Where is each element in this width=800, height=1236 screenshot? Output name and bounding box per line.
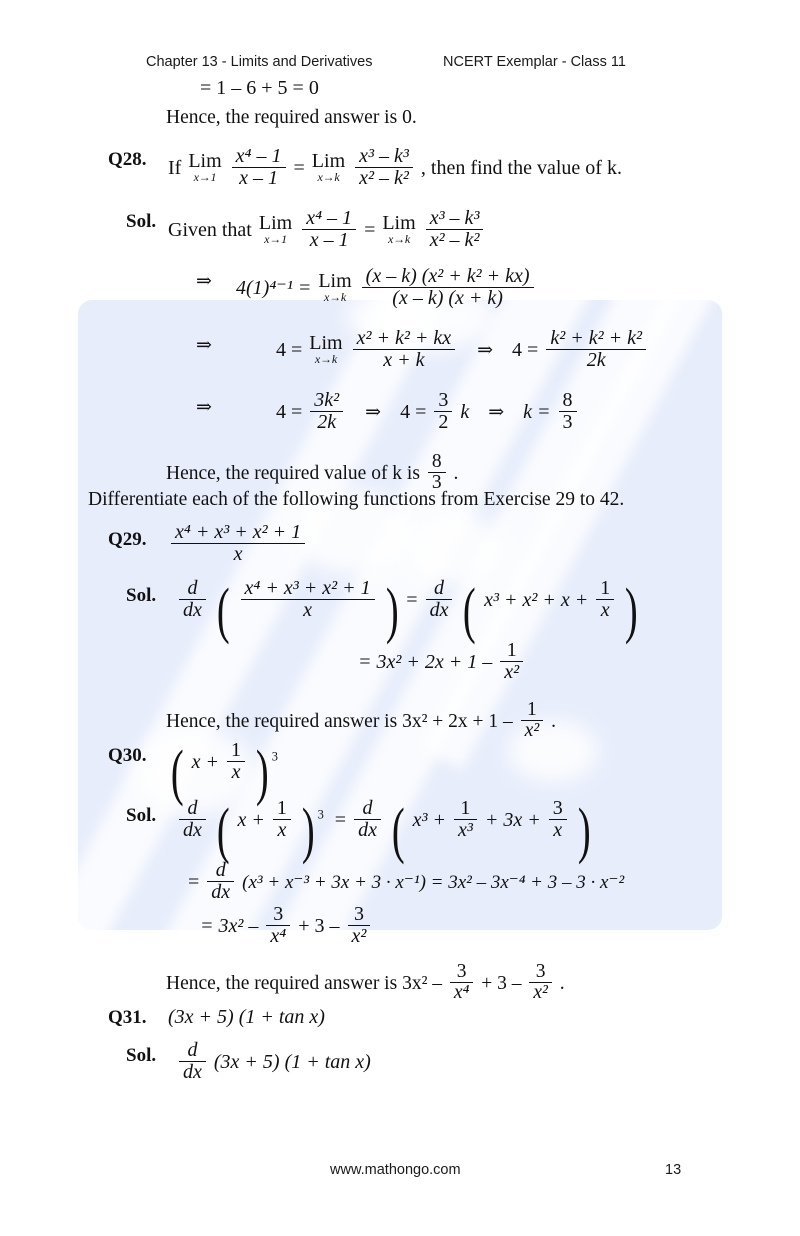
fraction-denominator: x³	[454, 819, 477, 841]
q30-sol-inner-base: x +	[237, 809, 265, 832]
fraction-denominator: x	[227, 761, 245, 783]
footer-page-number: 13	[665, 1162, 682, 1178]
q30-expr-base: x +	[191, 751, 220, 774]
q29-rhs-fraction	[596, 578, 614, 621]
q31-solution	[176, 1040, 371, 1083]
fraction-numerator: d	[187, 577, 198, 599]
q29-derivative-operator-2	[426, 578, 453, 621]
fraction-numerator: 3	[535, 961, 546, 982]
fraction-numerator: x⁴ – 1	[306, 207, 353, 229]
q28-if-word: If	[168, 157, 182, 180]
fraction-numerator: 1	[276, 797, 287, 819]
question-label-q31: Q31.	[108, 1007, 147, 1028]
fraction-denominator: x	[549, 819, 567, 841]
q30-line2-expression: (x³ + x⁻³ + 3x + 3 · x⁻¹) = 3x² – 3x⁻⁴ + 3 – 3 · x⁻²	[242, 872, 625, 894]
lim-subscript: x→k	[317, 169, 340, 184]
q29-hence-fraction	[521, 700, 544, 742]
fraction-numerator: d	[187, 797, 198, 819]
fraction-denominator: x	[273, 819, 291, 841]
q29-result-prefix: = 3x² + 2x + 1 –	[358, 651, 493, 674]
q28-step2-fraction	[353, 328, 456, 371]
fraction-numerator: 8	[562, 389, 573, 411]
lim-subscript: x→k	[314, 351, 337, 366]
q30-question	[168, 739, 278, 807]
q28-lim-right	[312, 151, 345, 183]
q28-step2-rhs-fraction	[546, 328, 646, 371]
lim-word: Lim	[382, 211, 416, 234]
fraction-denominator: dx	[179, 1061, 206, 1083]
q30-hence-suffix: .	[559, 972, 565, 994]
q28-question-tail: , then find the value of k.	[420, 157, 622, 180]
q28-step3-result-lhs: k =	[523, 401, 551, 424]
q28-step2	[276, 328, 649, 371]
fraction-numerator: 1	[600, 577, 611, 599]
fraction-numerator: x² + k² + kx	[356, 327, 452, 349]
lim-word: Lim	[188, 149, 222, 172]
fraction-numerator: 3	[353, 903, 364, 925]
lim-word: Lim	[258, 211, 293, 234]
q31-solution-expression: (3x + 5) (1 + tan x)	[213, 1051, 371, 1074]
q30-hence-mid: + 3 –	[481, 972, 522, 994]
fraction-numerator: 3	[438, 389, 449, 411]
fraction-numerator: x⁴ – 1	[235, 145, 282, 167]
fraction-denominator: x	[241, 599, 375, 621]
fraction-denominator: x²	[521, 720, 544, 741]
equals-sign: =	[364, 219, 376, 242]
fraction-numerator: 3k²	[314, 389, 340, 411]
fraction-denominator: x² – k²	[355, 167, 413, 189]
q30-hence-line	[166, 962, 565, 1004]
lim-subscript: x→1	[193, 169, 217, 184]
q30-hence-prefix: Hence, the required answer is 3x² –	[166, 972, 443, 994]
q30-expr-fraction	[227, 740, 245, 783]
fraction-denominator: dx	[426, 599, 453, 621]
q29-hence-prefix: Hence, the required answer is 3x² + 2x + 1 –	[166, 710, 513, 732]
q28-step2-lhs: 4 =	[276, 339, 303, 362]
q30-line3-prefix: = 3x² –	[200, 915, 259, 938]
q28-hence-prefix: Hence, the required value of k is	[166, 462, 420, 484]
fraction-denominator: 2k	[546, 349, 646, 371]
q28-step3-implies-inline-2: ⇒	[488, 402, 505, 424]
q28-step1-lim	[318, 271, 351, 303]
q30-sol-inner-fraction	[273, 798, 291, 841]
fraction-numerator: 1	[527, 699, 537, 720]
fraction-numerator: d	[215, 859, 226, 881]
solution-label-q31: Sol.	[126, 1045, 157, 1066]
q29-solution-result	[358, 640, 526, 683]
equals-sign: =	[293, 157, 305, 180]
fraction-numerator: 3	[456, 961, 467, 982]
fraction-numerator: x⁴ + x³ + x² + 1	[175, 521, 302, 543]
q29-inner-fraction	[241, 578, 375, 621]
q28-hence-fraction	[428, 452, 446, 494]
paren-open: (	[391, 797, 405, 865]
q29-hence-line	[166, 700, 556, 742]
question-label-q28: Q28.	[108, 149, 147, 170]
fraction-numerator: x³ – k³	[429, 207, 480, 229]
q29-solution-line1	[176, 577, 641, 645]
fraction-numerator: k² + k² + k²	[550, 327, 642, 349]
header-chapter-title: Chapter 13 - Limits and Derivatives	[146, 54, 373, 70]
q30-ddx-2	[354, 798, 381, 841]
q28-step3-fraction	[310, 390, 343, 433]
fraction-denominator: x	[596, 599, 614, 621]
q28-lim-left	[188, 151, 221, 183]
q28-step2-lim	[309, 333, 342, 365]
fraction-numerator: x⁴ + x³ + x² + 1	[244, 577, 371, 599]
lim-word: Lim	[318, 269, 352, 292]
q28-sol-rhs-fraction	[426, 208, 484, 251]
fraction-denominator: x²	[529, 982, 552, 1003]
q30-line3-mid: + 3 –	[298, 915, 340, 938]
q29-derivative-operator	[179, 578, 206, 621]
fraction-denominator: x – 1	[302, 229, 356, 251]
fraction-denominator: 3	[559, 411, 577, 433]
q28-hence-suffix: .	[453, 462, 459, 484]
q28-sol-lim-left	[259, 213, 292, 245]
q28-hence-line	[166, 452, 458, 494]
q28-step2-implies-inline: ⇒	[477, 340, 494, 362]
fraction-numerator: 1	[506, 639, 517, 661]
q28-step3-result-fraction	[559, 390, 577, 433]
question-label-q29: Q29.	[108, 529, 147, 550]
q28-step1-fraction	[362, 266, 534, 309]
paren-close: )	[301, 797, 315, 865]
question-label-q30: Q30.	[108, 745, 147, 766]
fraction-denominator: dx	[179, 599, 206, 621]
q28-step1-lhs: 4(1)⁴⁻¹ =	[236, 277, 312, 300]
lim-subscript: x→1	[264, 231, 287, 246]
q28-step1-implies: ⇒	[196, 271, 212, 292]
q28-step3-lhs: 4 =	[276, 401, 303, 424]
fraction-denominator: x²	[348, 925, 371, 947]
footer-website: www.mathongo.com	[330, 1162, 461, 1178]
q29-expression-fraction	[171, 522, 305, 565]
equals-sign: =	[188, 871, 200, 894]
carryover-hence-line: Hence, the required answer is 0.	[166, 107, 417, 128]
paren-close: )	[625, 577, 638, 645]
solution-label-q29: Sol.	[126, 585, 157, 606]
lim-word: Lim	[309, 331, 343, 354]
carryover-eval-line: = 1 – 6 + 5 = 0	[200, 77, 319, 99]
q28-step3-mid-lhs: 4 =	[400, 401, 427, 424]
header-book-title: NCERT Exemplar - Class 11	[443, 54, 626, 70]
q28-solution-given	[168, 208, 486, 251]
solution-label-q30: Sol.	[126, 805, 157, 826]
q31-question: (3x + 5) (1 + tan x)	[168, 1006, 325, 1028]
q29-hence-suffix: .	[551, 710, 556, 732]
equals-sign: =	[334, 809, 347, 832]
q30-rhs-fraction-1	[454, 798, 477, 841]
q30-ddx-3	[207, 860, 234, 903]
exercise-instruction: Differentiate each of the following functions from Exercise 29 to 42.	[88, 489, 625, 510]
q30-solution-line3	[200, 904, 373, 947]
q29-result-fraction	[500, 640, 523, 683]
paren-open: (	[170, 739, 184, 807]
paren-close: )	[577, 797, 591, 865]
q28-question	[168, 146, 622, 189]
q28-step3-mid-var: k	[460, 401, 470, 424]
q30-ddx-1	[179, 798, 206, 841]
q28-rhs-fraction	[355, 146, 413, 189]
q30-hence-fraction-1	[450, 962, 473, 1004]
q28-step3-implies: ⇒	[196, 397, 212, 418]
fraction-denominator: x² – k²	[426, 229, 484, 251]
fraction-denominator: dx	[354, 819, 381, 841]
fraction-numerator: 8	[431, 451, 442, 472]
q28-step3	[276, 390, 580, 433]
fraction-denominator: x + k	[353, 349, 456, 371]
lim-subscript: x→k	[323, 289, 347, 304]
paren-close: )	[385, 577, 399, 645]
q28-lhs-fraction	[232, 146, 286, 189]
fraction-denominator: dx	[179, 819, 206, 841]
fraction-numerator: 1	[460, 797, 471, 819]
fraction-numerator: d	[187, 1039, 198, 1061]
q30-solution-line1-content	[176, 797, 593, 865]
fraction-numerator: (x – k) (x² + k² + kx)	[365, 265, 530, 287]
fraction-denominator: (x – k) (x + k)	[362, 287, 534, 309]
lim-word: Lim	[311, 149, 346, 172]
fraction-denominator: 2	[434, 411, 452, 433]
fraction-denominator: x – 1	[232, 167, 286, 189]
q29-question	[168, 522, 308, 565]
fraction-numerator: 1	[231, 739, 242, 761]
q30-rhs-mid: + 3x +	[484, 809, 541, 832]
q30-rhs-fraction-2	[549, 798, 567, 841]
q29-rhs-terms: x³ + x² + x +	[484, 589, 589, 612]
q30-expr-power: 3	[271, 749, 278, 764]
q31-derivative-operator	[179, 1040, 206, 1083]
q30-line3-fraction-2	[348, 904, 371, 947]
fraction-denominator: 3	[428, 472, 446, 493]
fraction-denominator: x⁴	[266, 925, 290, 947]
q28-sol-lhs-fraction	[302, 208, 356, 251]
q28-step2-rhs-lhs: 4 =	[512, 339, 539, 362]
q30-line3-fraction-1	[266, 904, 290, 947]
lim-subscript: x→k	[387, 231, 411, 246]
fraction-numerator: x³ – k³	[359, 145, 409, 167]
fraction-denominator: 2k	[310, 411, 343, 433]
fraction-denominator: x⁴	[450, 982, 473, 1003]
fraction-denominator: dx	[207, 881, 234, 903]
q30-solution-line2	[188, 860, 624, 903]
paren-open: (	[216, 797, 230, 865]
solution-label-q28: Sol.	[126, 211, 157, 232]
given-that-text: Given that	[168, 219, 252, 242]
paren-open: (	[463, 577, 477, 645]
q28-step2-implies: ⇒	[196, 335, 212, 356]
q30-hence-fraction-2	[529, 962, 552, 1004]
fraction-numerator: 3	[273, 903, 284, 925]
paren-close: )	[255, 739, 269, 807]
fraction-numerator: d	[434, 577, 444, 599]
fraction-numerator: d	[362, 797, 373, 819]
fraction-denominator: x	[171, 543, 305, 565]
fraction-denominator: x²	[500, 661, 523, 683]
q28-step3-mid-fraction	[434, 390, 452, 433]
fraction-numerator: 3	[552, 797, 563, 819]
q28-step3-implies-inline-1: ⇒	[365, 402, 382, 424]
equals-sign: =	[406, 589, 418, 612]
q28-sol-lim-right	[382, 213, 415, 245]
q28-step1	[236, 266, 537, 309]
paren-open: (	[216, 577, 230, 645]
q30-rhs-first: x³ +	[412, 809, 446, 832]
q30-sol-power: 3	[317, 807, 324, 822]
